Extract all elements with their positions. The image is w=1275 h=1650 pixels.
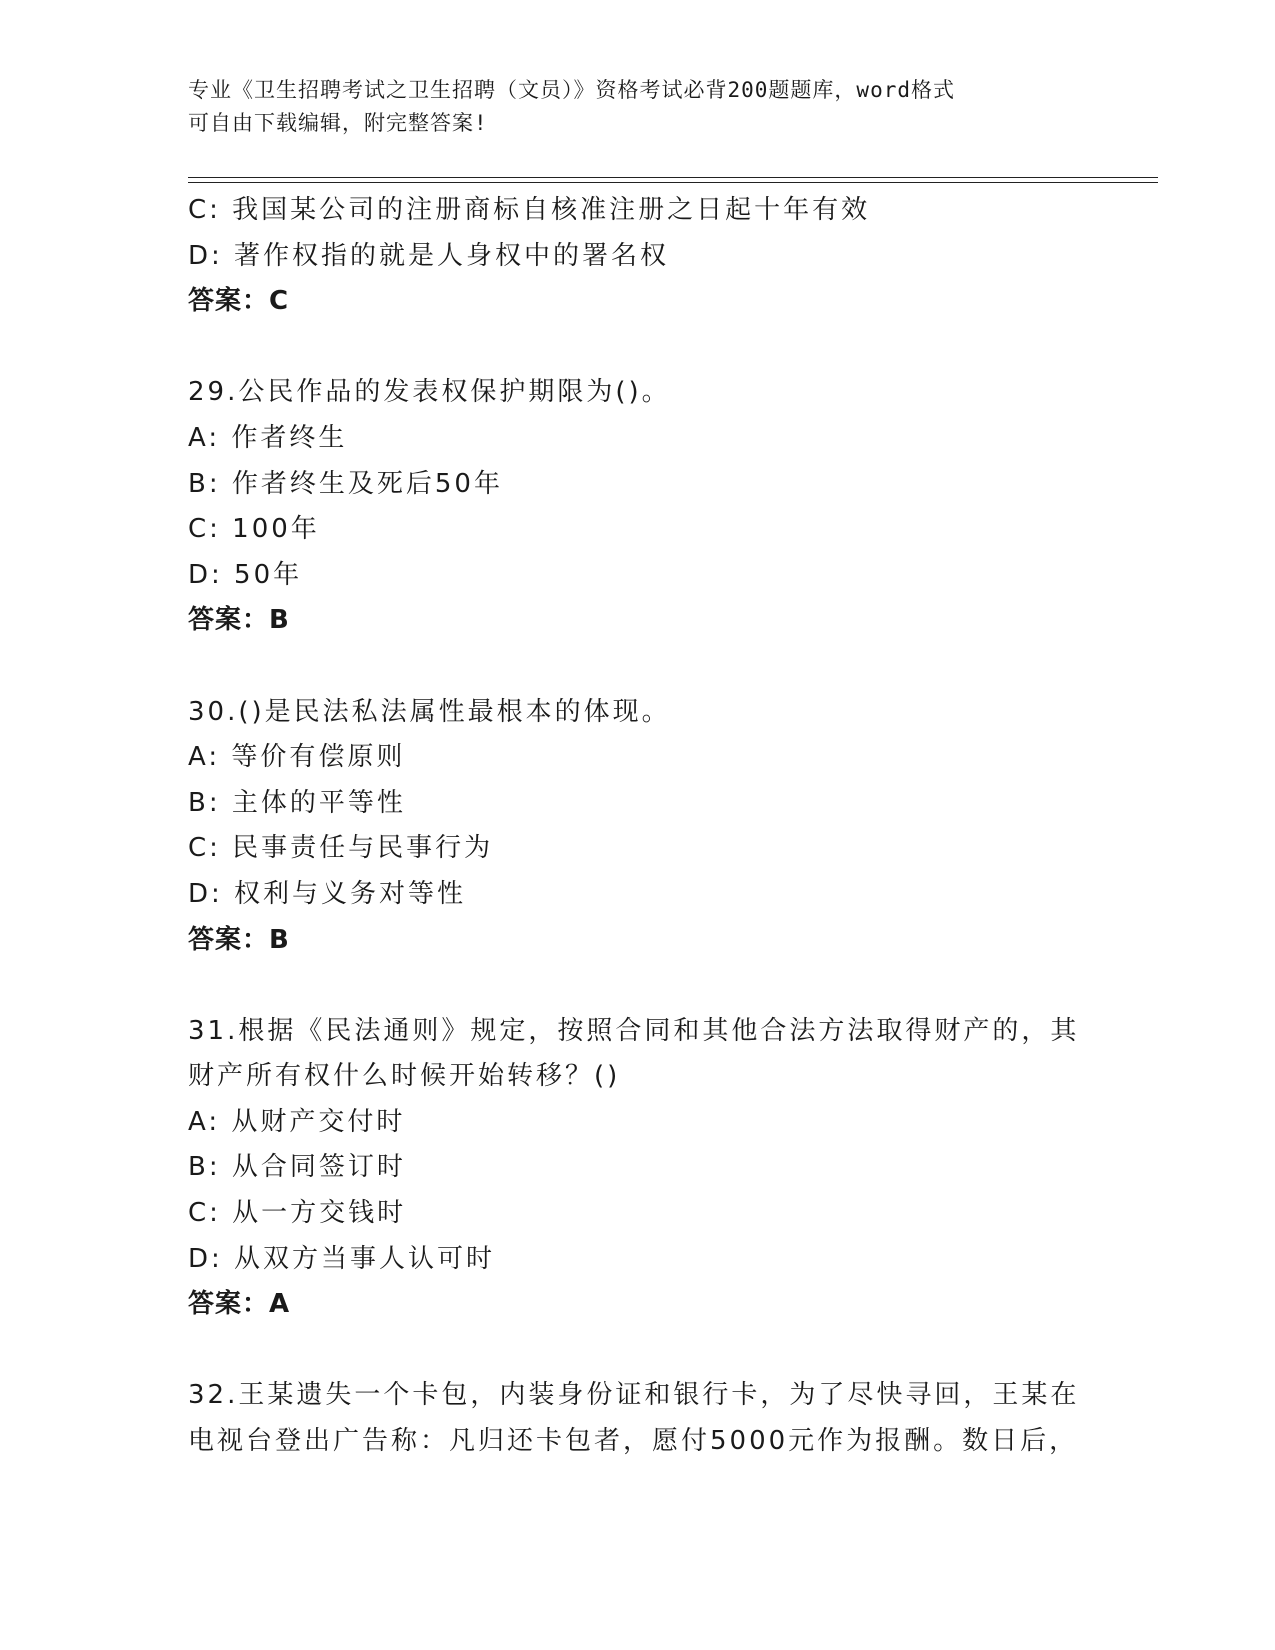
spacer — [188, 325, 1088, 371]
spacer — [188, 963, 1088, 1009]
option-b: B: 作者终生及死后50年 — [188, 468, 503, 499]
question-30 — [188, 690, 1088, 964]
spacer — [188, 644, 1088, 690]
question-stem-line2: 财产所有权什么时候开始转移？() — [188, 1061, 621, 1092]
header-rule-bottom — [188, 182, 1158, 183]
question-28-continued — [188, 188, 1088, 325]
answer-line: 答案：B — [188, 924, 290, 955]
option-a: A: 作者终生 — [188, 422, 348, 453]
page-header — [188, 74, 1068, 140]
option-d: D: 50年 — [188, 559, 303, 590]
question-stem: 29.公民作品的发表权保护期限为()。 — [188, 377, 671, 408]
question-31 — [188, 1009, 1088, 1328]
answer-line: 答案：A — [188, 1289, 291, 1320]
option-c: C: 民事责任与民事行为 — [188, 833, 494, 864]
option-a: A: 从财产交付时 — [188, 1106, 406, 1137]
header-title-line2: 可自由下载编辑，附完整答案! — [188, 111, 488, 135]
option-c: C: 100年 — [188, 514, 320, 545]
option-c: C: 从一方交钱时 — [188, 1198, 407, 1229]
question-stem-line1: 31.根据《民法通则》规定，按照合同和其他合法方法取得财产的，其 — [188, 1015, 1080, 1046]
question-stem-line1: 32.王某遗失一个卡包，内装身份证和银行卡，为了尽快寻回，王某在 — [188, 1380, 1080, 1411]
option-d: D: 权利与义务对等性 — [188, 878, 467, 909]
answer-line: 答案：B — [188, 605, 290, 636]
question-stem-line2: 电视台登出广告称：凡归还卡包者，愿付5000元作为报酬。数日后， — [188, 1426, 1079, 1457]
spacer — [188, 1328, 1088, 1374]
option-b: B: 主体的平等性 — [188, 787, 406, 818]
header-rule-top — [188, 177, 1158, 178]
option-b: B: 从合同签订时 — [188, 1152, 406, 1183]
question-32 — [188, 1373, 1088, 1464]
option-a: A: 等价有偿原则 — [188, 742, 406, 773]
document-body — [188, 188, 1088, 1465]
question-29 — [188, 370, 1088, 644]
question-stem: 30.()是民法私法属性最根本的体现。 — [188, 696, 671, 727]
option-d: D: 从双方当事人认可时 — [188, 1243, 496, 1274]
option-d: D: 著作权指的就是人身权中的署名权 — [188, 240, 670, 271]
answer-line: 答案：C — [188, 286, 290, 317]
header-title-line1: 专业《卫生招聘考试之卫生招聘（文员）》资格考试必背200题题库，word格式 — [188, 78, 955, 102]
option-c: C: 我国某公司的注册商标自核准注册之日起十年有效 — [188, 195, 871, 225]
